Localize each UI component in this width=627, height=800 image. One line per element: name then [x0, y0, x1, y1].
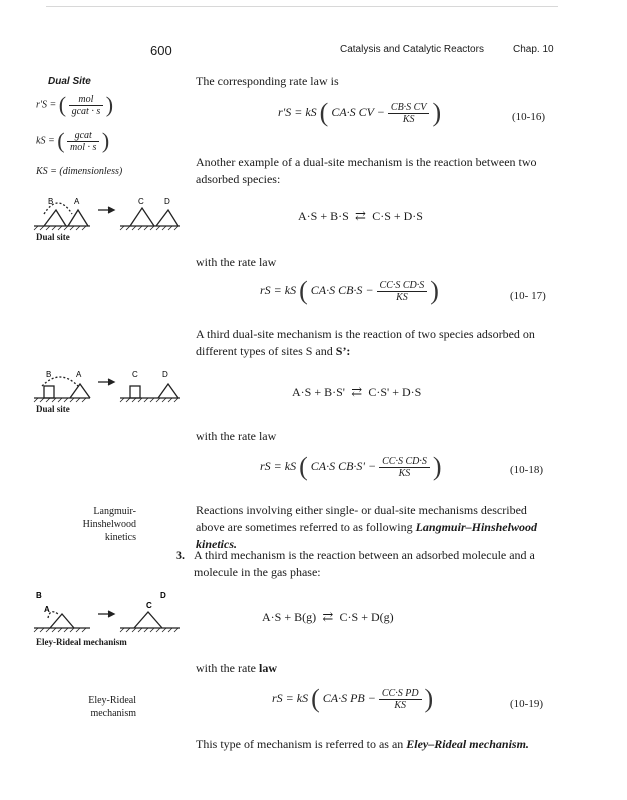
equation-number-10-16: (10-16): [512, 111, 545, 123]
equation-10-17: rS = kS ( CA·S CB·S − $\frac{\text{CC·S CD·S}}{KS}$ ): [260, 276, 439, 305]
fig2-caption: Dual site: [36, 404, 70, 414]
fig3-label-a: A: [44, 605, 50, 614]
paragraph-rate-law-intro: The corresponding rate law is: [196, 74, 339, 88]
dual-site-diagram-2: [30, 364, 190, 408]
dual-site-diagram-1: [30, 190, 190, 238]
list-number-3: 3.: [176, 548, 185, 562]
fig2-label-b: B: [46, 370, 52, 379]
paragraph-with-rate-law-3: with the rate law: [196, 661, 277, 675]
fig2-label-a: A: [76, 370, 82, 379]
paragraph-with-rate-law-1: with the rate law: [196, 255, 277, 269]
equation-10-18: rS = kS ( CA·S CB·S' − $\frac{\text{CC·S CD·S}}{KS}$ ): [260, 452, 442, 481]
equation-10-16: r'S = kS ( CA·S CV − $\frac{\text{CB·S CV}}{KS}$ ): [278, 98, 442, 127]
dual-site-heading: Dual Site: [48, 76, 91, 87]
fig2-label-c: C: [132, 370, 138, 379]
running-title: Catalysis and Catalytic Reactors: [340, 44, 484, 55]
fig1-label-c: C: [138, 197, 144, 206]
equation-10-19: rS = kS ( CA·S PB − $\frac{\text{CC·S PD}}{KS}$ ): [272, 684, 434, 713]
paragraph-eley-rideal: This type of mechanism is referred to as an Eley–Rideal mechanism.: [196, 737, 529, 751]
top-rule: [46, 6, 558, 7]
unit-KS: KS = (dimensionless): [36, 166, 123, 177]
chapter-label: Chap. 10: [513, 44, 554, 55]
unit-rs: r'S = ( $\frac{\text{mol}}{\text{gcat · s}}$ ): [36, 92, 114, 117]
fig1-label-d: D: [164, 197, 170, 206]
fig3-label-c: C: [146, 601, 152, 610]
paragraph-with-rate-law-2: with the rate law: [196, 429, 277, 443]
paragraph-dual-site-example: Another example of a dual-site mechanism is the reaction between two adsorbed species:: [196, 155, 537, 186]
sidenote-eley-rideal: Eley-Rideal mechanism: [88, 695, 136, 719]
reaction-1: A·S + B·S ⇄ C·S + D·S: [298, 208, 423, 223]
unit-ks: kS = ( $\frac{\text{gcat}}{\text{mol · s}}$ ): [36, 128, 110, 153]
equation-number-10-19: (10-19): [510, 698, 543, 710]
paragraph-third-dual-site: A third dual-site mechanism is the reaction of two species adsorbed on different types of sites S and S’:: [196, 327, 535, 358]
fig2-label-d: D: [162, 370, 168, 379]
reaction-3: A·S + B(g) ⇄ C·S + D(g): [262, 609, 394, 624]
paragraph-langmuir-hinshelwood: Reactions involving either single- or dual-site mechanisms described above are sometimes referred to as following Langmuir–Hinshelwood kinetics.: [196, 503, 537, 551]
reaction-2: A·S + B·S' ⇄ C·S' + D·S: [292, 384, 422, 399]
fig3-caption: Eley-Rideal mechanism: [36, 637, 127, 647]
equation-number-10-17: (10- 17): [510, 290, 546, 302]
fig1-caption: Dual site: [36, 232, 70, 242]
fig1-label-a: A: [74, 197, 80, 206]
sidenote-langmuir-hinshelwood: Langmuir- Hinshelwood kinetics: [82, 506, 136, 543]
fig1-label-b: B: [48, 197, 54, 206]
eley-rideal-diagram: [30, 590, 190, 638]
fig3-label-d: D: [160, 591, 166, 600]
fig3-label-b: B: [36, 591, 42, 600]
equation-number-10-18: (10-18): [510, 464, 543, 476]
page-number: 600: [150, 43, 172, 58]
list-item-3-text: A third mechanism is the reaction between an adsorbed molecule and a molecule in the gas phase:: [194, 548, 535, 579]
